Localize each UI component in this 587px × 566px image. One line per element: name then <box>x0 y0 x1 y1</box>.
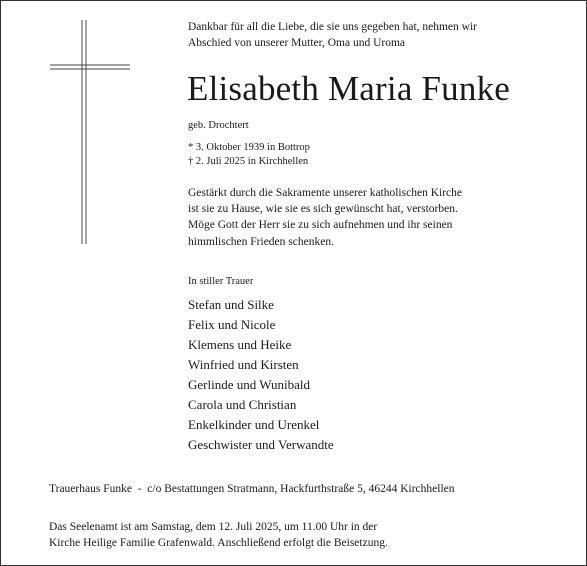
service-line: Kirche Heilige Familie Grafenwald. Anschließend erfolgt die Beisetzung. <box>49 537 388 549</box>
cross-icon <box>50 20 130 244</box>
life-dates <box>188 141 310 169</box>
faith-line: ist sie zu Hause, wie sie es sich gewünscht hat, verstorben. <box>188 203 458 216</box>
funeral-home-address: Trauerhaus Funke - c/o Bestattungen Stratmann, Hackfurthstraße 5, 46244 Kirchhellen <box>49 483 455 495</box>
list-item: Klemens und Heike <box>188 337 292 352</box>
intro-text <box>188 19 548 51</box>
intro-line: Dankbar für all die Liebe, die sie uns gegeben hat, nehmen wir <box>188 21 477 33</box>
mourning-label: In stiller Trauer <box>188 276 254 287</box>
faith-line: Gestärkt durch die Sakramente unserer katholischen Kirche <box>188 187 462 199</box>
list-item: Winfried und Kirsten <box>188 357 299 372</box>
list-item: Enkelkinder und Urenkel <box>188 417 320 432</box>
birth-name: geb. Drochtert <box>188 120 249 131</box>
deceased-name: Elisabeth Maria Funke <box>187 69 511 108</box>
faith-text <box>188 185 548 250</box>
list-item: Geschwister und Verwandte <box>188 437 334 452</box>
intro-line: Abschied von unserer Mutter, Oma und Uroma <box>188 37 406 49</box>
list-item: Stefan und Silke <box>188 297 274 312</box>
service-line: Das Seelenamt ist am Samstag, dem 12. Juli 2025, um 11.00 Uhr in der <box>49 521 378 533</box>
birth-date: * 3. Oktober 1939 in Bottrop <box>188 142 310 153</box>
list-item: Felix und Nicole <box>188 317 276 332</box>
list-item: Carola und Christian <box>188 397 297 412</box>
faith-line: himmlischen Frieden schenken. <box>188 235 334 248</box>
mourners-list <box>188 295 334 455</box>
list-item: Gerlinde und Wunibald <box>188 377 310 392</box>
faith-line: Möge Gott der Herr sie zu sich aufnehmen und ihr seinen <box>188 219 453 232</box>
service-info <box>49 519 489 551</box>
death-date: † 2. Juli 2025 in Kirchhellen <box>188 156 309 167</box>
